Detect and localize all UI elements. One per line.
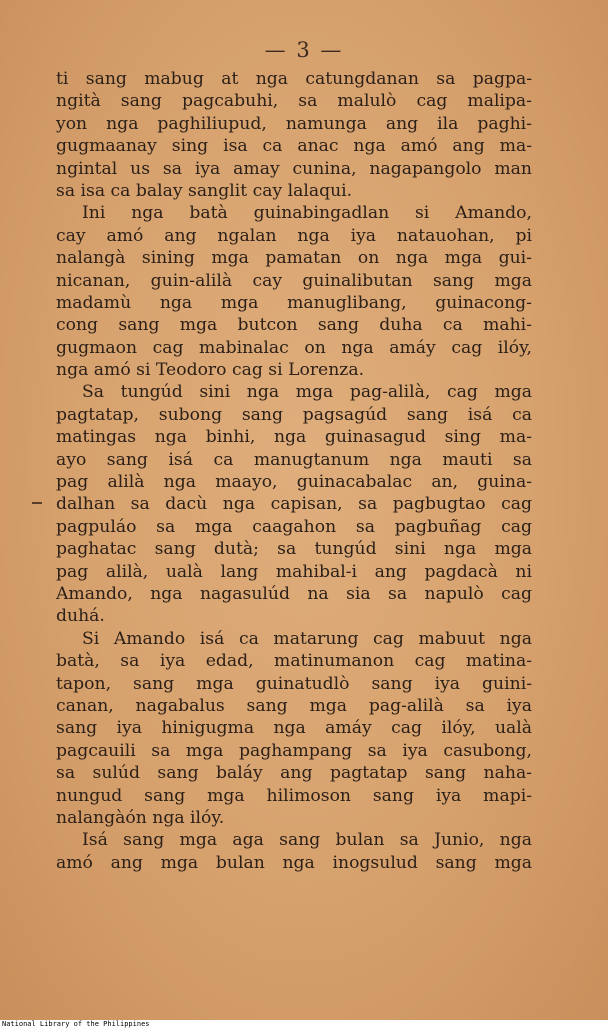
- text-line: Si Amando isá ca matarung cag mabuut nga: [82, 628, 532, 649]
- text-line: tapon, sang mga guinatudlò sang iya guini-: [56, 673, 532, 694]
- text-line: ngità sang pagcabuhi, sa malulò cag malipa-: [56, 91, 532, 112]
- text-line: nicanan, guin-alilà cay guinalibutan sang mga: [56, 270, 532, 291]
- text-line: matingas nga binhi, nga guinasagud sing ma-: [56, 427, 532, 448]
- text-line: sa sulúd sang baláy ang pagtatap sang naha-: [56, 763, 532, 784]
- text-line: Isá sang mga aga sang bulan sa Junio, nga: [82, 830, 532, 851]
- text-line: duhá.: [56, 606, 105, 627]
- text-line: amó ang mga bulan nga inogsulud sang mga: [56, 852, 532, 873]
- text-line: cong sang mga butcon sang duha ca mahi-: [56, 315, 532, 336]
- text-line: pagpuláo sa mga caagahon sa pagbuñag cag: [56, 516, 532, 537]
- text-line: batà, sa iya edad, matinumanon cag matina-: [56, 651, 532, 672]
- text-line: Amando, nga nagasulúd na sia sa napulò cag: [56, 583, 532, 604]
- text-line: ayo sang isá ca manugtanum nga mauti sa: [56, 449, 532, 470]
- text-line: canan, nagabalus sang mga pag-alilà sa iya: [56, 695, 532, 716]
- text-line: madamù nga mga manuglibang, guinacong-: [56, 292, 532, 313]
- text-line: ti sang mabug at nga catungdanan sa pagpa-: [56, 69, 532, 89]
- footer-strip: [0, 1020, 608, 1028]
- text-line: nalangàón nga ilóy.: [56, 807, 225, 828]
- text-line: nga amó si Teodoro cag si Lorenza.: [56, 360, 365, 381]
- text-line: pagtatap, subong sang pagsagúd sang isá ca: [56, 404, 532, 425]
- text-line: nungud sang mga hilimoson sang iya mapi-: [56, 785, 532, 806]
- text-line: nalangà sining mga pamatan on nga mga gui-: [56, 248, 532, 269]
- text-line: pag alilà nga maayo, guinacabalac an, guina-: [56, 472, 532, 493]
- text-line: gugmaanay sing isa ca anac nga amó ang ma-: [56, 136, 532, 157]
- text-line: sang iya hinigugma nga amáy cag ilóy, ualà: [56, 718, 532, 739]
- text-line: pag alilà, ualà lang mahibal-i ang pagdacà ni: [56, 561, 532, 582]
- text-line: gugmaon cag mabinalac on nga amáy cag ilóy,: [56, 337, 532, 358]
- body-text: [56, 68, 532, 874]
- text-line: pagcauili sa mga paghampang sa iya casubong,: [56, 740, 532, 761]
- page-number: — 3 —: [264, 38, 344, 62]
- margin-mark: [32, 502, 42, 504]
- text-line: paghatac sang dutà; sa tungúd sini nga mga: [56, 539, 532, 560]
- text-line: Sa tungúd sini nga mga pag-alilà, cag mga: [82, 382, 532, 403]
- footer-credit: National Library of the Philippines: [2, 1020, 150, 1028]
- text-line: yon nga paghiliupud, namunga ang ila paghi-: [56, 113, 532, 134]
- text-line: sa isa ca balay sanglit cay lalaqui.: [56, 180, 353, 201]
- text-line: dalhan sa dacù nga capisan, sa pagbugtao cag: [56, 494, 532, 515]
- text-line: ngintal us sa iya amay cunina, nagapangolo man: [56, 158, 532, 179]
- text-line: cay amó ang ngalan nga iya natauohan, pi: [56, 225, 532, 246]
- text-line: Ini nga batà guinabingadlan si Amando,: [82, 203, 532, 224]
